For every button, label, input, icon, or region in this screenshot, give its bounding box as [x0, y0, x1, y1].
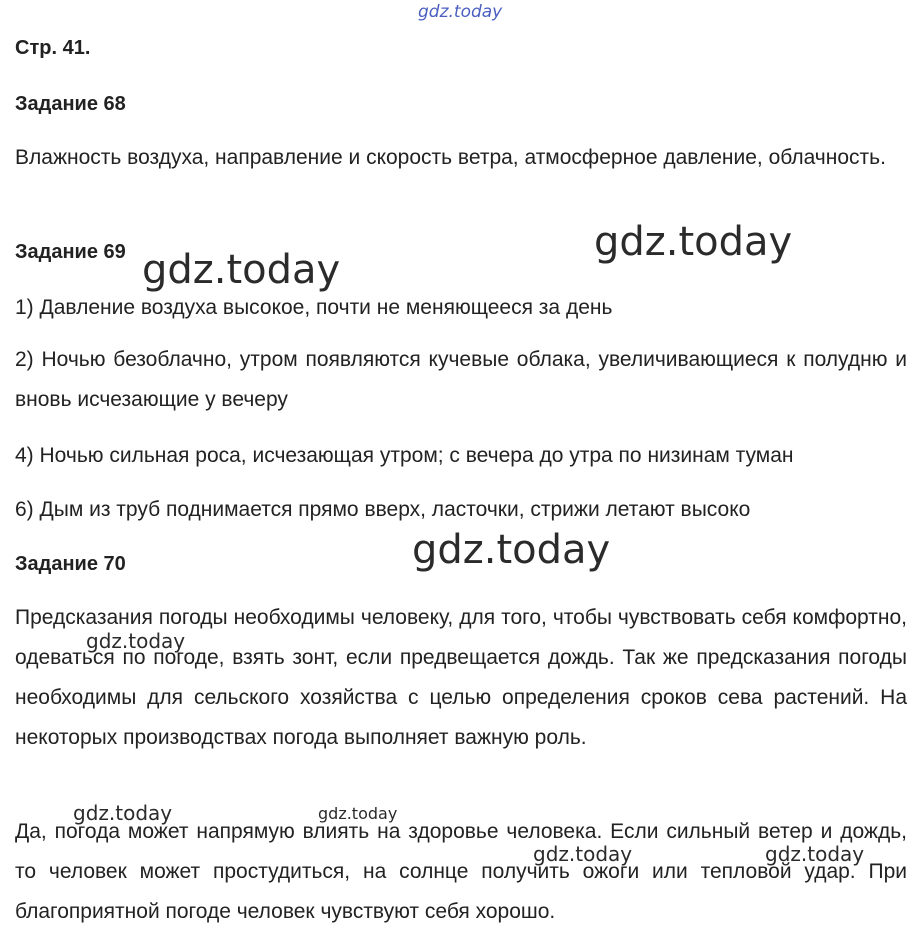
watermark: gdz.today [412, 527, 611, 573]
watermark: gdz.today [765, 842, 865, 866]
task-68-title: Задание 68 [15, 93, 126, 115]
page-label: Стр. 41. [15, 37, 91, 59]
watermark: gdz.today [594, 219, 793, 265]
task-70-paragraph: Предсказания погоды необходимы человеку, для того, чтобы чувствовать себя комфортно, одеваться по погоде, взять зонт, если предвещается дождь. Так же предсказания погоды необходимы для сельского хозяйства с целью определения сроков сева растений. На некоторых производствах погода выполняет важную роль. [15, 606, 907, 749]
task-68-text: Влажность воздуха, направление и скорость ветра, атмосферное давление, облачность. [15, 146, 886, 169]
watermark: gdz.today [73, 801, 173, 825]
watermark: gdz.today [142, 247, 341, 293]
watermark-top: gdz.today [418, 2, 503, 22]
task-69-title: Задание 69 [15, 241, 126, 263]
task-69-item: 4) Ночью сильная роса, исчезающая утром; с вечера до утра по низинам туман [15, 444, 794, 467]
task-70-title: Задание 70 [15, 553, 126, 575]
watermark: gdz.today [533, 842, 633, 866]
task-69-item: 1) Давление воздуха высокое, почти не меняющееся за день [15, 296, 613, 319]
watermark: gdz.today [86, 629, 186, 653]
task-69-item: 2) Ночью безоблачно, утром появляются кучевые облака, увеличивающиеся к полудню и вновь исчезающие у вечеру [15, 348, 907, 411]
task-70-paragraph: Да, погода может напрямую влиять на здоровье человека. Если сильный ветер и дождь, то человек может простудиться, на солнце получить ожоги или тепловой удар. При благоприятной погоде человек чувствуют себя хорошо. [15, 820, 907, 923]
watermark: gdz.today [318, 804, 398, 823]
task-69-item: 6) Дым из труб поднимается прямо вверх, ласточки, стрижи летают высоко [15, 498, 751, 521]
